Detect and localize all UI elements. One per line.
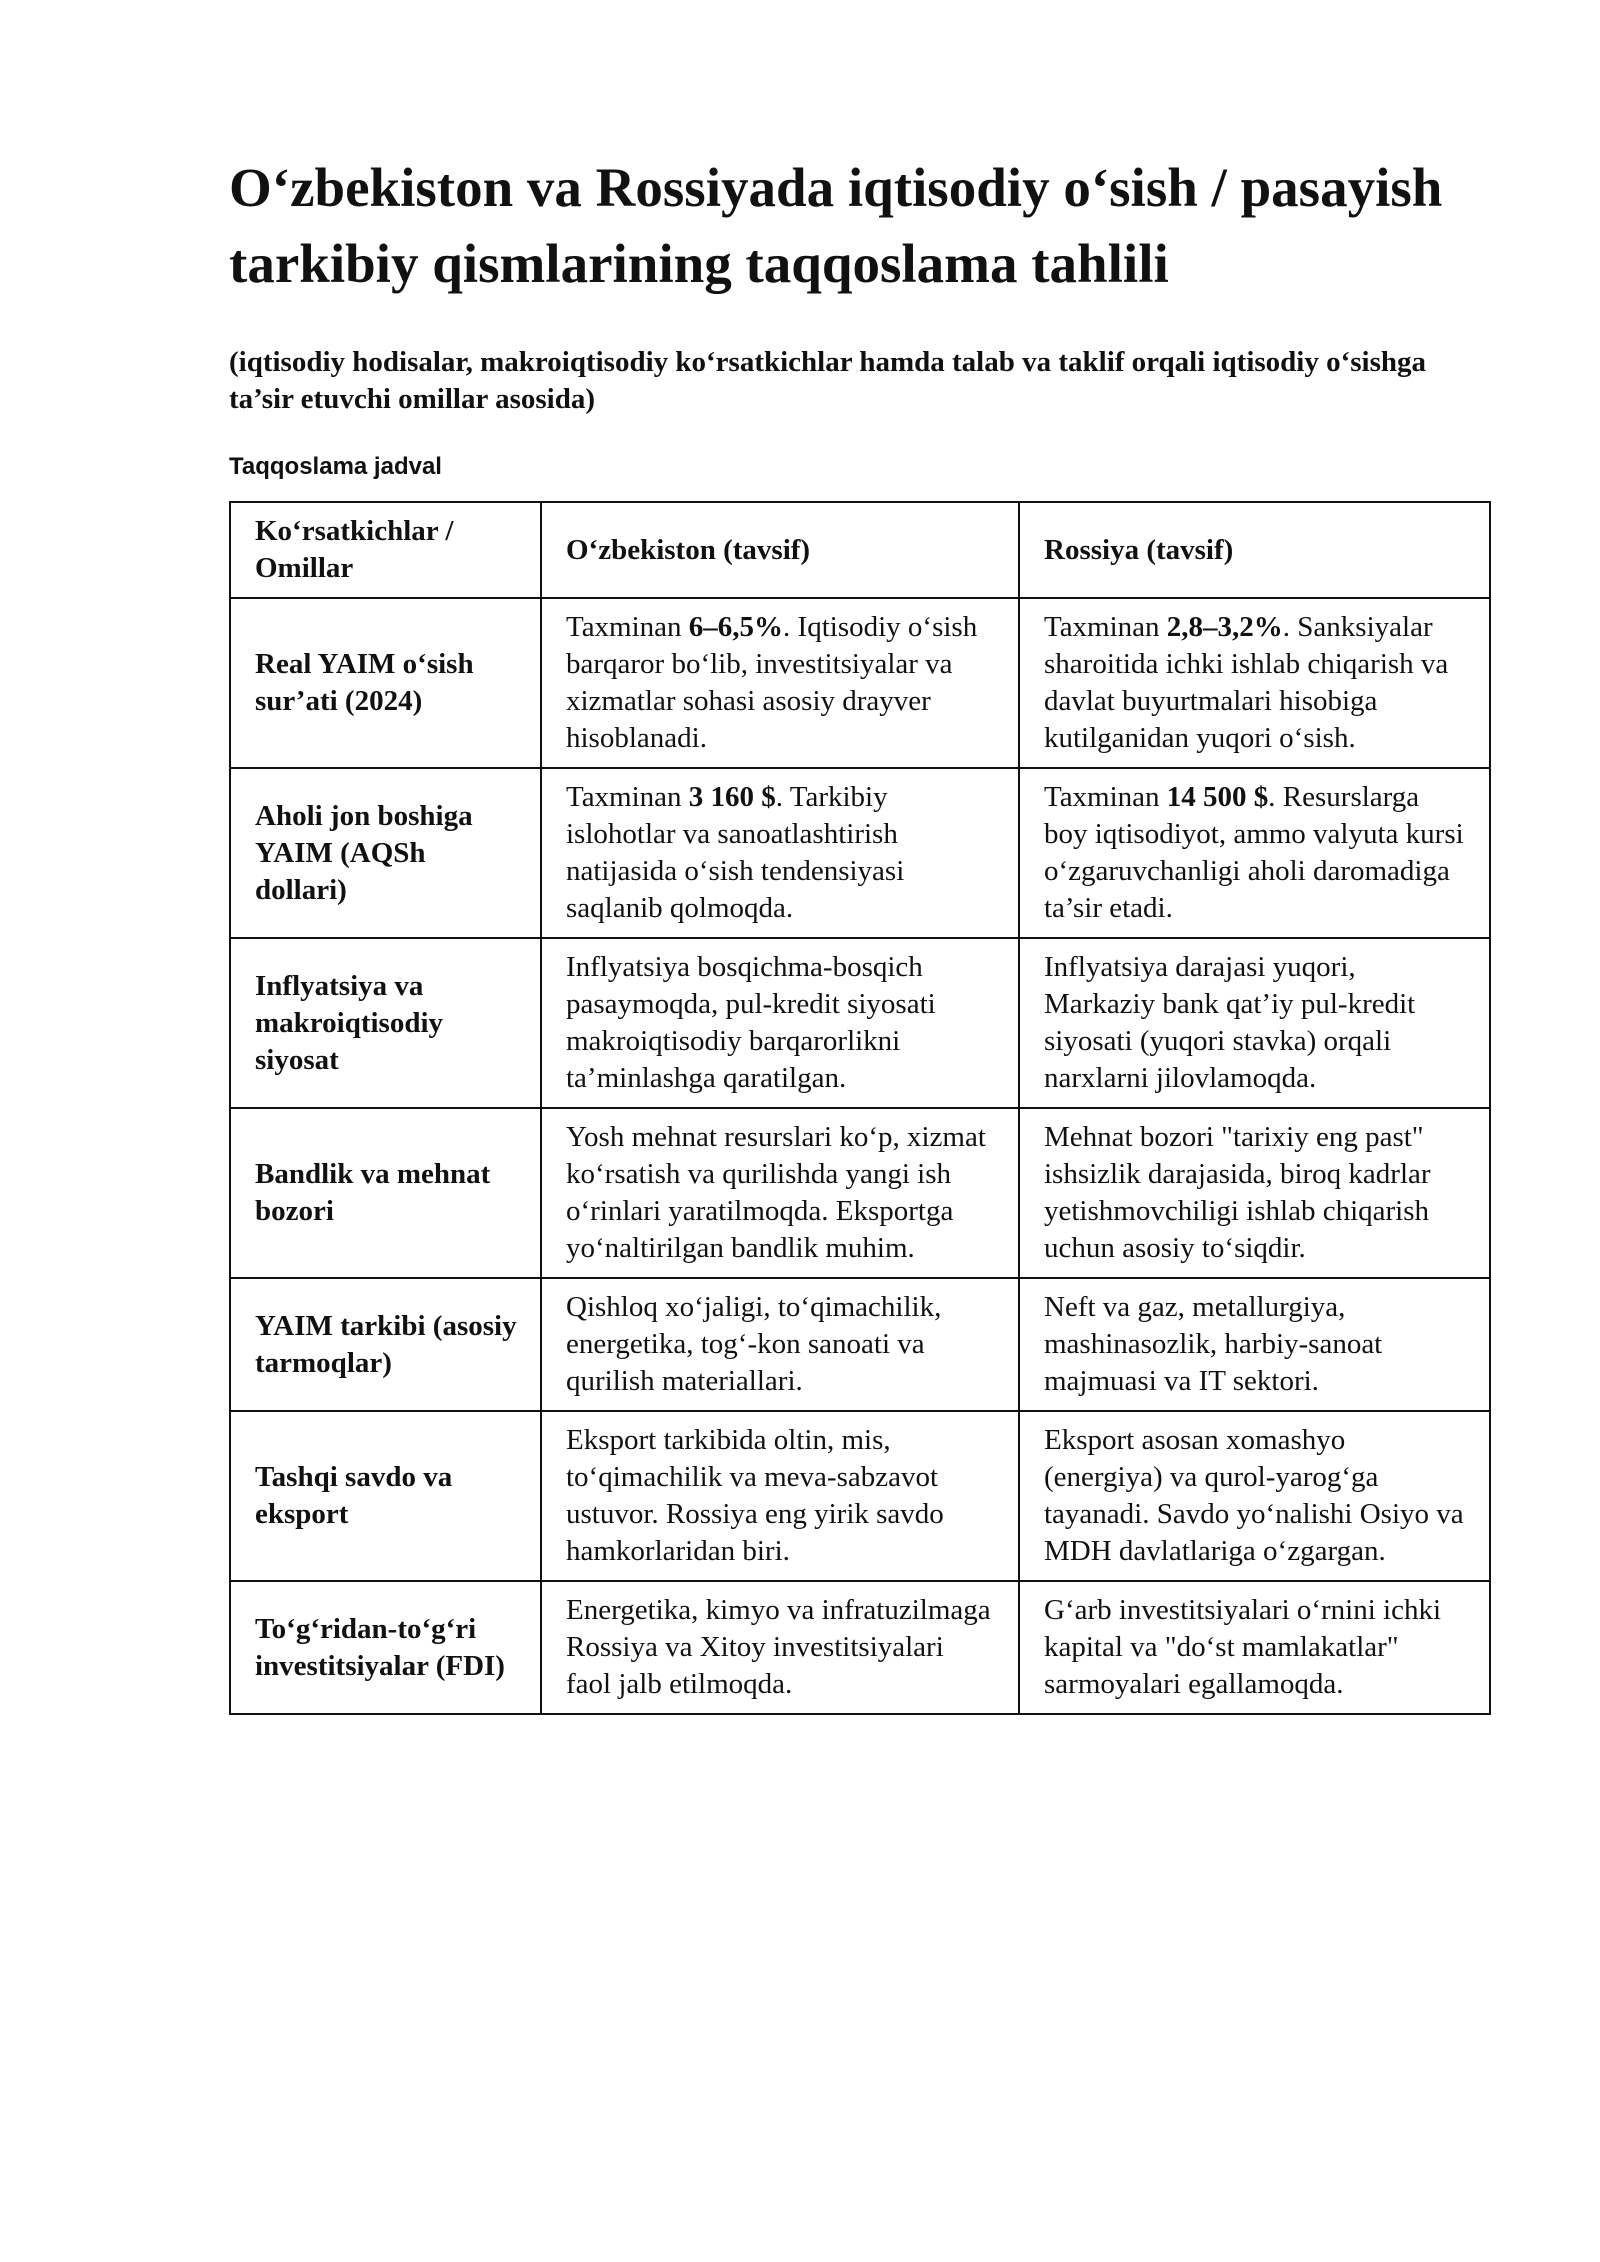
comparison-table — [229, 501, 1491, 1715]
russia-cell — [1019, 598, 1490, 768]
header-uzbekistan: O‘zbekiston (tavsif) — [541, 502, 1019, 598]
russia-cell — [1019, 1278, 1490, 1411]
russia-cell — [1019, 938, 1490, 1108]
row-label: Tashqi savdo va eksport — [230, 1411, 541, 1581]
uzbekistan-cell — [541, 1108, 1019, 1278]
uzbekistan-cell — [541, 1581, 1019, 1714]
document-page — [229, 150, 1489, 1715]
russia-cell — [1019, 1581, 1490, 1714]
document-subtitle: (iqtisodiy hodisalar, makroiqtisodiy ko‘rsatkichlar hamda talab va taklif orqali iqtisodiy o‘sishga ta’sir etuvchi omillar asosida) — [229, 346, 1427, 415]
header-russia: Rossiya (tavsif) — [1019, 502, 1490, 598]
cell-text-pre: Taxminan — [1044, 611, 1167, 643]
cell-text-post: Inflyatsiya darajasi yuqori, Markaziy bank qat’iy pul-kredit siyosati (yuqori stavka) orqali narxlarni jilovlamoqda. — [1044, 951, 1416, 1094]
table-row — [230, 1278, 1490, 1411]
cell-text-post: Inflyatsiya bosqichma-bosqich pasaymoqda, pul-kredit siyosati makroiqtisodiy barqarorlikni ta’minlashga qaratilgan. — [566, 951, 936, 1094]
russia-cell — [1019, 1411, 1490, 1581]
cell-text-post: Mehnat bozori "tarixiy eng past" ishsizlik darajasida, biroq kadrlar yetishmovchiligi ishlab chiqarish uchun asosiy to‘siqdir. — [1044, 1121, 1431, 1264]
row-label: YAIM tarkibi (asosiy tarmoqlar) — [230, 1278, 541, 1411]
row-label: Inflyatsiya va makroiqtisodiy siyosat — [230, 938, 541, 1108]
row-label: Aholi jon boshiga YAIM (AQSh dollari) — [230, 768, 541, 938]
header-indicators: Ko‘rsatkichlar / Omillar — [230, 502, 541, 598]
row-label: Real YAIM o‘sish sur’ati (2024) — [230, 598, 541, 768]
cell-text-post: Neft va gaz, metallurgiya, mashinasozlik, harbiy-sanoat majmuasi va IT sektori. — [1044, 1291, 1383, 1397]
cell-text-pre: Taxminan — [1044, 781, 1167, 813]
row-label: Bandlik va mehnat bozori — [230, 1108, 541, 1278]
cell-text-post: Qishloq xo‘jaligi, to‘qimachilik, energetika, tog‘-kon sanoati va qurilish materiallari. — [566, 1291, 942, 1397]
table-row — [230, 598, 1490, 768]
row-label: To‘g‘ridan-to‘g‘ri investitsiyalar (FDI) — [230, 1581, 541, 1714]
uzbekistan-cell — [541, 1411, 1019, 1581]
uzbekistan-cell — [541, 938, 1019, 1108]
cell-text-pre: Taxminan — [566, 611, 689, 643]
cell-text-post: Eksport tarkibida oltin, mis, to‘qimachilik va meva-sabzavot ustuvor. Rossiya eng yirik savdo hamkorlaridan biri. — [566, 1424, 944, 1567]
table-header-row — [230, 502, 1490, 598]
cell-text-post: . Iqtisodiy o‘sish barqaror bo‘lib, investitsiyalar va xizmatlar sohasi asosiy drayver hisoblanadi. — [566, 611, 978, 754]
uzbekistan-cell — [541, 1278, 1019, 1411]
uzbekistan-cell — [541, 598, 1019, 768]
cell-text-pre: Taxminan — [566, 781, 689, 813]
uzbekistan-cell — [541, 768, 1019, 938]
cell-text-post: Yosh mehnat resurslari ko‘p, xizmat ko‘rsatish va qurilishda yangi ish o‘rinlari yaratilmoqda. Eksportga yo‘naltirilgan bandlik muhim. — [566, 1121, 986, 1264]
cell-text-highlight: 6–6,5% — [688, 611, 784, 643]
cell-text-post: Energetika, kimyo va infratuzilmaga Rossiya va Xitoy investitsiyalari faol jalb etilmoqda. — [566, 1594, 991, 1700]
russia-cell — [1019, 1108, 1490, 1278]
cell-text-highlight: 3 160 $ — [688, 781, 776, 813]
table-row — [230, 1108, 1490, 1278]
cell-text-highlight: 14 500 $ — [1166, 781, 1269, 813]
cell-text-post: Eksport asosan xomashyo (energiya) va qurol-yarog‘ga tayanadi. Savdo yo‘nalishi Osiyo va MDH davlatlariga o‘zgargan. — [1044, 1424, 1464, 1567]
cell-text-post: . Resurslarga boy iqtisodiyot, ammo valyuta kursi o‘zgaruvchanligi aholi daromadiga ta’sir etadi. — [1044, 781, 1464, 924]
document-title: O‘zbekiston va Rossiyada iqtisodiy o‘sish / pasayish tarkibiy qismlarining taqqoslama tahlili — [229, 157, 1443, 294]
russia-cell — [1019, 768, 1490, 938]
table-row — [230, 938, 1490, 1108]
table-row — [230, 1581, 1490, 1714]
cell-text-post: . Sanksiyalar sharoitida ichki ishlab chiqarish va davlat buyurtmalari hisobiga kutilganidan yuqori o‘sish. — [1044, 611, 1449, 754]
cell-text-post: . Tarkibiy islohotlar va sanoatlashtirish natijasida o‘sish tendensiyasi saqlanib qolmoqda. — [566, 781, 905, 924]
table-caption: Taqqoslama jadval — [229, 453, 442, 480]
table-row — [230, 1411, 1490, 1581]
cell-text-highlight: 2,8–3,2% — [1166, 611, 1283, 643]
cell-text-post: G‘arb investitsiyalari o‘rnini ichki kapital va "do‘st mamlakatlar" sarmoyalari egallamoqda. — [1044, 1594, 1442, 1700]
table-row — [230, 768, 1490, 938]
